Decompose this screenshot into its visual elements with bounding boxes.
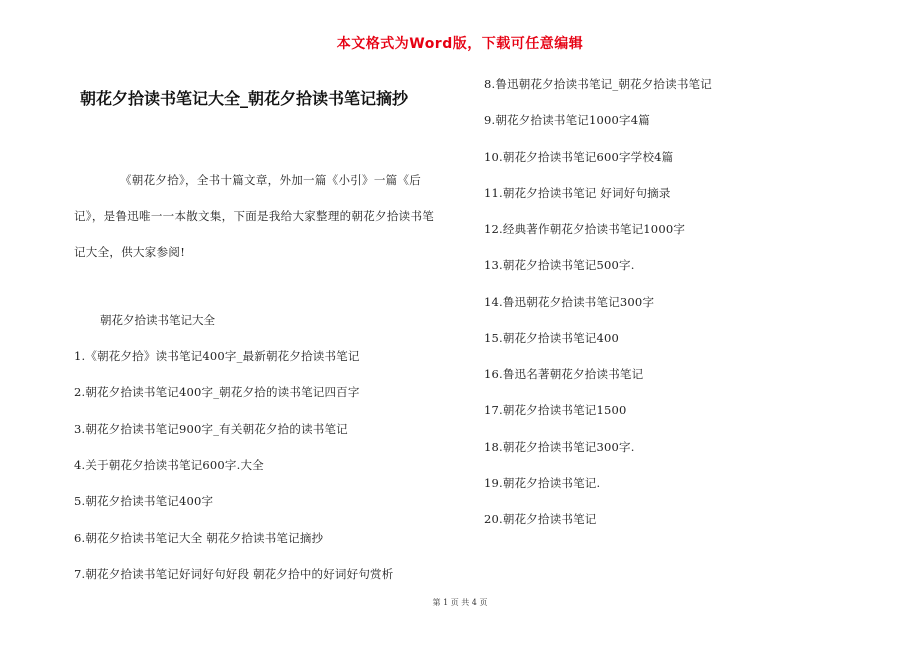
- toc-item: 5.朝花夕拾读书笔记400字: [74, 494, 214, 509]
- toc-item: 14.鲁迅朝花夕拾读书笔记300字: [484, 294, 655, 309]
- toc-item: 17.朝花夕拾读书笔记1500: [484, 403, 627, 418]
- toc-item: 6.朝花夕拾读书笔记大全 朝花夕拾读书笔记摘抄: [74, 530, 324, 545]
- page-footer: 第 1 页 共 4 页: [432, 598, 488, 607]
- toc-item: 20.朝花夕拾读书笔记: [484, 512, 597, 526]
- toc-item: 12.经典著作朝花夕拾读书笔记1000字: [484, 222, 686, 236]
- toc-item: 9.朝花夕拾读书笔记1000字4篇: [484, 113, 650, 128]
- document-title: 朝花夕拾读书笔记大全_朝花夕拾读书笔记摘抄: [80, 89, 409, 108]
- toc-item: 2.朝花夕拾读书笔记400字_朝花夕拾的读书笔记四百字: [74, 385, 360, 400]
- toc-item: 19.朝花夕拾读书笔记.: [484, 475, 601, 490]
- word-format-banner: 本文格式为Word版，下载可任意编辑: [336, 36, 584, 52]
- toc-item: 13.朝花夕拾读书笔记500字.: [484, 258, 635, 273]
- toc-item: 4.关于朝花夕拾读书笔记600字.大全: [74, 457, 264, 472]
- toc-item: 7.朝花夕拾读书笔记好词好句好段 朝花夕拾中的好词好句赏析: [74, 566, 394, 581]
- toc-item: 16.鲁迅名著朝花夕拾读书笔记: [484, 367, 644, 381]
- toc-item: 18.朝花夕拾读书笔记300字.: [484, 439, 635, 454]
- toc-item: 3.朝花夕拾读书笔记900字_有关朝花夕拾的读书笔记: [74, 421, 348, 436]
- toc-item: 10.朝花夕拾读书笔记600字学校4篇: [484, 149, 674, 164]
- toc-item: 15.朝花夕拾读书笔记400: [484, 330, 620, 345]
- toc-item: 11.朝花夕拾读书笔记 好词好句摘录: [484, 185, 671, 200]
- toc-item: 8.鲁迅朝花夕拾读书笔记_朝花夕拾读书笔记: [484, 77, 712, 91]
- section-heading: 朝花夕拾读书笔记大全: [100, 313, 215, 327]
- intro-paragraph: 《朝花夕拾》，全书十篇文章，外加一篇《小引》一篇《后记》，是鲁迅唯一一本散文集，下面是我给大家整理的朝花夕拾读书笔记大全，供大家参阅!: [74, 173, 435, 259]
- toc-item: 1.《朝花夕拾》读书笔记400字_最新朝花夕拾读书笔记: [74, 349, 360, 363]
